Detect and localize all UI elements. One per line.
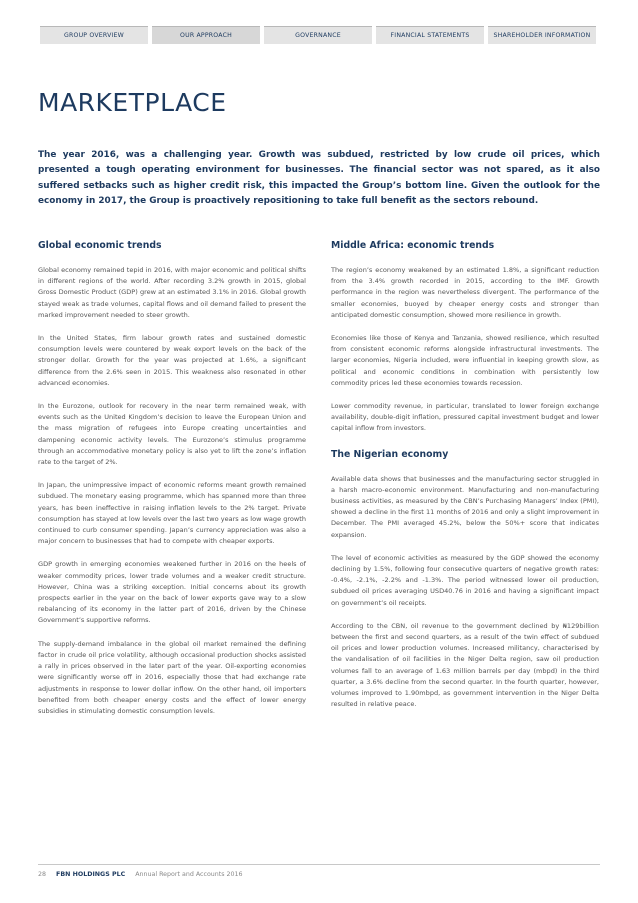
footer-company: FBN HOLDINGS PLC [56,871,126,878]
page-title: MARKETPLACE [38,88,227,117]
tab-group-overview[interactable]: GROUP OVERVIEW [40,26,148,44]
tab-shareholder-information[interactable]: SHAREHOLDER INFORMATION [488,26,596,44]
right-column [331,240,599,723]
intro-paragraph: The year 2016, was a challenging year. Growth was subdued, restricted by low crude oil prices, which presented a tough operating environment for businesses. The financial sector was not spared, as it also suffered setbacks such as higher credit risk, this impacted the Group’s bottom line. Given the outlook for the economy in 2017, the Group is proactively repositioning to take full benefit as the sectors rebound. [38,150,600,207]
paragraph: The region’s economy weakened by an estimated 1.8%, a significant reduction from the 3.4% growth recorded in 2015, according to the IMF. Growth performance in the region was nevertheless divergent. The performance of the smaller economies, buoyed by cheaper energy costs and stronger than anticipated domestic consumption, showed more resilience in growth. [331,266,599,319]
footer-divider [38,864,600,865]
section-heading-nigerian-economy: The Nigerian economy [331,448,449,460]
paragraph: GDP growth in emerging economies weakened further in 2016 on the heels of weaker commodity prices, lower trade volumes and a weaker credit structure. However, China was a striking exception. Initial concerns about its growth prospects earlier in the year on the back of lower exports gave way to a slow rebalancing of its economy in the latter part of 2016, driven by the Chinese Government’s supportive reforms. [38,560,306,625]
page-number: 28 [38,871,47,878]
footer [38,871,243,878]
paragraph: Available data shows that businesses and the manufacturing sector struggled in a harsh macro-economic environment. Manufacturing and non-manufacturing business activities, as measured by the CBN’s Purchasing Managers’ Index (PMI), showed a decline in the first 11 months of 2016 and only a slight improvement in December. The PMI averaged 45.2%, below the 50%+ score that indicates expansion. [331,474,599,539]
paragraph: In Japan, the unimpressive impact of economic reforms meant growth remained subdued. The monetary easing programme, which has spanned more than three years, has been ineffective in raising inflation levels to the 2% target. Private consumption has stayed at low levels over the last two years as low wage growth continued to curb consumer spending. Japan’s currency appreciation was also a major concern to businesses that had to compete with cheaper exports. [38,481,306,546]
paragraph: Global economy remained tepid in 2016, with major economic and political shifts in different regions of the world. After recording 3.2% growth in 2015, global Gross Domestic Product (GDP) grew at an estimated 3.1% in 2016. Global growth stayed weak as trade volumes, capital flows and oil demand failed to present the marked improvement needed to steer growth. [38,266,306,319]
section-heading-middle-africa: Middle Africa: economic trends [331,240,495,251]
tab-financial-statements[interactable]: FINANCIAL STATEMENTS [376,26,484,44]
section-heading-global: Global economic trends [38,240,162,251]
paragraph: Lower commodity revenue, in particular, translated to lower foreign exchange availability, double-digit inflation, pressured capital investment budget and lower capital inflow from investors. [331,402,599,433]
section-nav [40,26,596,44]
paragraph: The supply-demand imbalance in the global oil market remained the defining factor in crude oil price volatility, although occasional production shocks assisted a rally in prices observed in the later part of the year. Oil-exporting economies were significantly worse off in 2016, especially those that had exchange rate adjustments in response to lower dollar inflow. On the other hand, oil importers benefited from both cheaper energy costs and the effect of lower energy subsidies in stimulating domestic consumption levels. [38,639,306,715]
footer-document-title: Annual Report and Accounts 2016 [135,871,243,878]
paragraph: In the Eurozone, outlook for recovery in the near term remained weak, with events such as the United Kingdom’s decision to leave the European Union and the mass migration of refugees into Europe creating uncertainties and dampening economic activity levels. The Eurozone’s stimulus programme through an accommodative monetary policy is also yet to lift the zone’s inflation rate to the target of 2%. [38,402,306,467]
left-column [38,240,306,729]
paragraph: Economies like those of Kenya and Tanzania, showed resilience, which resulted from consistent economic reforms alongside infrastructural investments. The larger economies, Nigeria included, were influential in keeping growth slow, as political and economic conditions in combination with persistently low commodity prices led these economies towards recession. [331,334,599,387]
tab-our-approach[interactable]: OUR APPROACH [152,26,260,44]
paragraph: In the United States, firm labour growth rates and sustained domestic consumption levels were countered by weak export levels on the back of the stronger dollar. Growth for the year was projected at 1.6%, a significant difference from the 2.6% seen in 2015. This weakness also resonated in other advanced economies. [38,334,306,387]
tab-governance[interactable]: GOVERNANCE [264,26,372,44]
paragraph: According to the CBN, oil revenue to the government declined by ₦129billion between the first and second quarters, as a result of the twin effect of subdued oil prices and lower production volumes. Increased militancy, characterised by the vandalisation of oil facilities in the Niger Delta region, saw oil production volumes fall to an average of 1.63 million barrels per day (mbpd) in the third quarter, a 3.6% decline from the second quarter. In the fourth quarter, however, volumes improved to 1.90mbpd, as government intervention in the Niger Delta resulted in relative peace. [331,621,599,709]
paragraph: The level of economic activities as measured by the GDP showed the economy declining by 1.5%, following four consecutive quarters of negative growth rates: -0.4%, -2.1%, -2.2% and -1.3%. The period witnessed lower oil production, subdued oil prices averaging USD40.76 in 2016 and having a significant impact on government’s oil receipts. [331,553,599,607]
